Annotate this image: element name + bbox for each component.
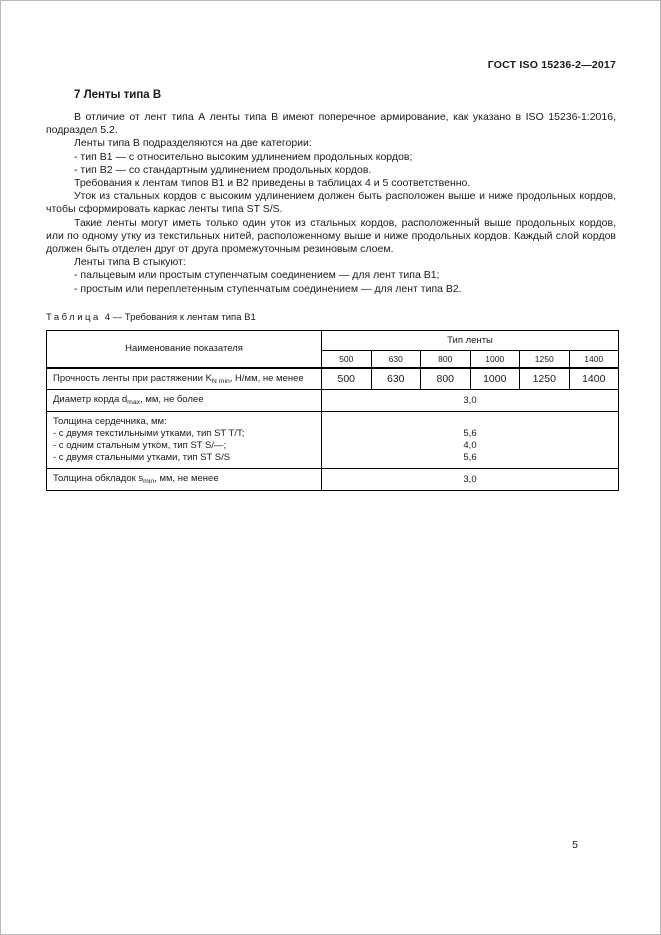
row-label-cover-text: Толщина обкладок s — [53, 473, 144, 485]
list-item-type-b2: - тип В2 — со стандартным удлинением продольных кордов. — [74, 163, 372, 176]
row-label-cord-subscript: max — [127, 399, 141, 407]
strength-value-1250: 1250 — [520, 368, 570, 390]
row-label-cover-thickness — [47, 468, 322, 490]
core-thickness-item-3: - с двумя стальными утками, тип ST S/S — [53, 451, 231, 463]
row-label-cover-units: , мм, не менее — [154, 473, 219, 485]
core-thickness-item-2: - с одним стальным утком, тип ST S/—; — [53, 439, 227, 451]
table-row-cover-thickness — [47, 468, 619, 490]
row-label-strength-subscript: N min — [211, 377, 230, 385]
section-title: 7 Ленты типа В — [74, 89, 162, 101]
row-label-cord-diameter — [47, 389, 322, 411]
row-label-strength-units: , Н/мм, не менее — [229, 372, 304, 384]
table-row-core-thickness — [47, 411, 619, 468]
strength-value-500: 500 — [322, 368, 372, 390]
table-caption-text: 4 — Требования к лентам типа В1 — [104, 311, 256, 323]
strength-value-630: 630 — [371, 368, 421, 390]
strength-value-1400: 1400 — [569, 368, 619, 390]
core-thickness-value-3: 5,6 — [463, 451, 477, 463]
requirements-table — [46, 330, 619, 491]
column-header-type-1250: 1250 — [520, 350, 570, 368]
row-label-strength-text: Прочность ленты при растяжении K — [53, 372, 212, 384]
core-thickness-values — [322, 411, 619, 468]
core-thickness-value-1: 5,6 — [463, 427, 477, 439]
core-thickness-item-1: - с двумя текстильными утками, тип ST T/T; — [53, 427, 245, 439]
list-item-splice-b1: - пальцевым или простым ступенчатым соединением — для лент типа В1; — [74, 269, 440, 282]
paragraph-3: Требования к лентам типов В1 и В2 приведены в таблицах 4 и 5 соответственно. — [74, 177, 471, 190]
paragraph-6: Ленты типа В стыкуют: — [74, 256, 186, 269]
paragraph-4: Уток из стальных кордов с высоким удлинением должен быть расположен выше и ниже продольных кордов, чтобы сформировать каркас ленты типа ST S/S. — [46, 190, 616, 216]
column-header-type-1000: 1000 — [470, 350, 520, 368]
core-thickness-title: Толщина сердечника, мм: — [53, 415, 167, 427]
column-header-type-1400: 1400 — [569, 350, 619, 368]
strength-value-800: 800 — [421, 368, 471, 390]
column-header-type-800: 800 — [421, 350, 471, 368]
column-header-group: Тип ленты — [322, 330, 619, 350]
paragraph-2: Ленты типа В подразделяются на две категории: — [74, 137, 312, 150]
table-caption-word: Таблица — [46, 311, 101, 323]
table-caption — [46, 312, 616, 323]
core-thickness-value-2: 4,0 — [463, 439, 477, 451]
strength-value-1000: 1000 — [470, 368, 520, 390]
paragraph-5: Такие ленты могут иметь только один уток из стальных кордов, расположенный выше продольных кордов, или по одному утку из текстильных нитей, расположенному выше и ниже продольных кордов. Каждый слой кордов должен быть отделен друг от друга промежуточным резиновым слоем. — [46, 216, 616, 256]
list-item-splice-b2: - простым или переплетенным ступенчатым соединением — для лент типа В2. — [74, 282, 462, 295]
column-header-type-500: 500 — [322, 350, 372, 368]
row-label-core-thickness — [47, 411, 322, 468]
row-label-strength — [47, 368, 322, 390]
row-label-cord-units: , мм, не более — [140, 394, 204, 406]
document-header: ГОСТ ISO 15236-2—2017 — [487, 59, 616, 71]
table-row-strength — [47, 368, 619, 390]
row-label-cover-subscript: min — [143, 478, 155, 486]
cord-diameter-value: 3,0 — [322, 389, 619, 411]
cover-thickness-value: 3,0 — [322, 468, 619, 490]
list-item-type-b1: - тип В1 — с относительно высоким удлинением продольных кордов; — [74, 150, 413, 163]
page-number: 5 — [572, 839, 578, 851]
column-header-type-630: 630 — [371, 350, 421, 368]
paragraph-1: В отличие от лент типа А ленты типа В имеют поперечное армирование, как указано в ISO 15236-1:2016, подраздел 5.2. — [46, 111, 616, 137]
row-label-cord-text: Диаметр корда d — [53, 394, 128, 406]
column-header-name: Наименование показателя — [47, 330, 322, 368]
table-row-cord-diameter — [47, 389, 619, 411]
